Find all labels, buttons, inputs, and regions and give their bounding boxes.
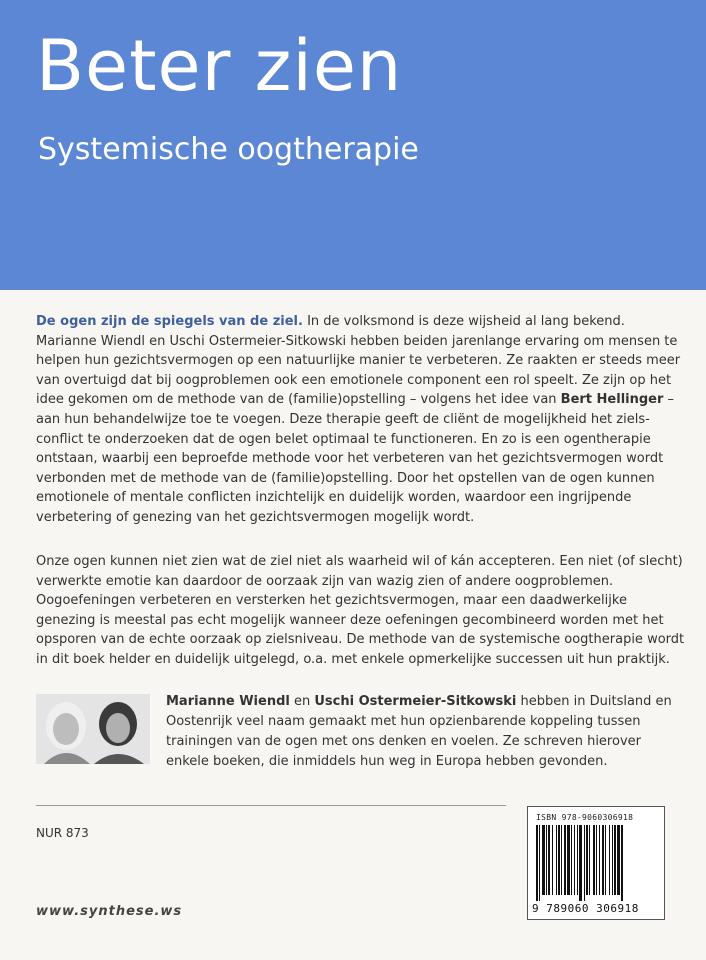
book-title: Beter zien (36, 25, 403, 107)
book-subtitle: Systemische oogtherapie (38, 132, 419, 167)
bio-connector: en (289, 694, 315, 709)
authors-bio (166, 692, 686, 772)
intro-paragraph (36, 312, 686, 528)
author-1-name: Marianne Wiendl (166, 694, 290, 709)
barcode-bars (534, 825, 658, 901)
website-link[interactable]: www.synthese.ws (36, 904, 183, 919)
intro-highlight: Bert Hellinger (560, 392, 664, 408)
nur-code: NUR 873 (36, 826, 89, 840)
author-2-name: Uschi Ostermeier-Sitkowski (314, 694, 517, 709)
authors-photo (36, 694, 150, 764)
bio-text: hebben in Duitsland en Oostenrijk veel naam gemaakt met hun opzienbarende koppeling tussen trainingen van de ogen met ons denken en voelen. Ze schreven hierover enkele boeken, die inmiddels hun weg in Europa hebben gevonden. (166, 694, 672, 769)
isbn-label: ISBN 978-9060306918 (536, 813, 634, 822)
barcode-number: 9 789060 306918 (532, 902, 639, 915)
intro-text-a: In de volksmond is deze wijsheid al lang bekend. Marianne Wiendl en Uschi Ostermeier-Sitkowski hebben beiden jarenlange ervaring om mensen te helpen hun gezichtsvermogen op een natuurlijke manier te verbeteren. Ze raakten er steeds meer van overtuigd dat bij oogproblemen ook een emotionele component een rol speelt. Ze zijn op het idee gekomen om de methode van de (familie)opstelling – volgens het idee van (36, 314, 681, 408)
intro-lead: De ogen zijn de spiegels van de ziel. (36, 314, 303, 329)
divider-line (36, 805, 506, 806)
isbn-barcode (527, 806, 665, 920)
header-banner (0, 0, 706, 290)
second-paragraph: Onze ogen kunnen niet zien wat de ziel niet als waarheid wil of kán accepteren. Een niet (of slecht) verwerkte emotie kan daardoor de oorzaak zijn van wazig zien of andere oogproblemen. Oogoefeningen verbeteren en versterken het gezichtsvermogen, maar een daadwerkelijke genezing is meestal pas echt mogelijk wanneer deze oefeningen gecombineerd worden met het opsporen van de echte oorzaak op zielsniveau. De methode van de systemische oogtherapie wordt in dit boek helder en duidelijk uitgelegd, o.a. met enkele opmerkelijke successen uit hun praktijk. (36, 554, 685, 667)
intro-text-b: – aan hun behandelwijze toe te voegen. Deze therapie geeft de cliënt de mogelijkheid het ziels-conflict te onderzoeken dat de ogen belet optimaal te functioneren. En zo is een ogentherapie ontstaan, waarbij een beproefde methode voor het verbeteren van het gezichtsvermogen wordt verbonden met de methode van de (familie)opstelling. Door het opstellen van de ogen kunnen emotionele of mentale conflicten inzichtelijk en duidelijk worden, waardoor een ingrijpende verbetering of genezing van het gezichtsvermogen mogelijk wordt. (36, 392, 675, 525)
